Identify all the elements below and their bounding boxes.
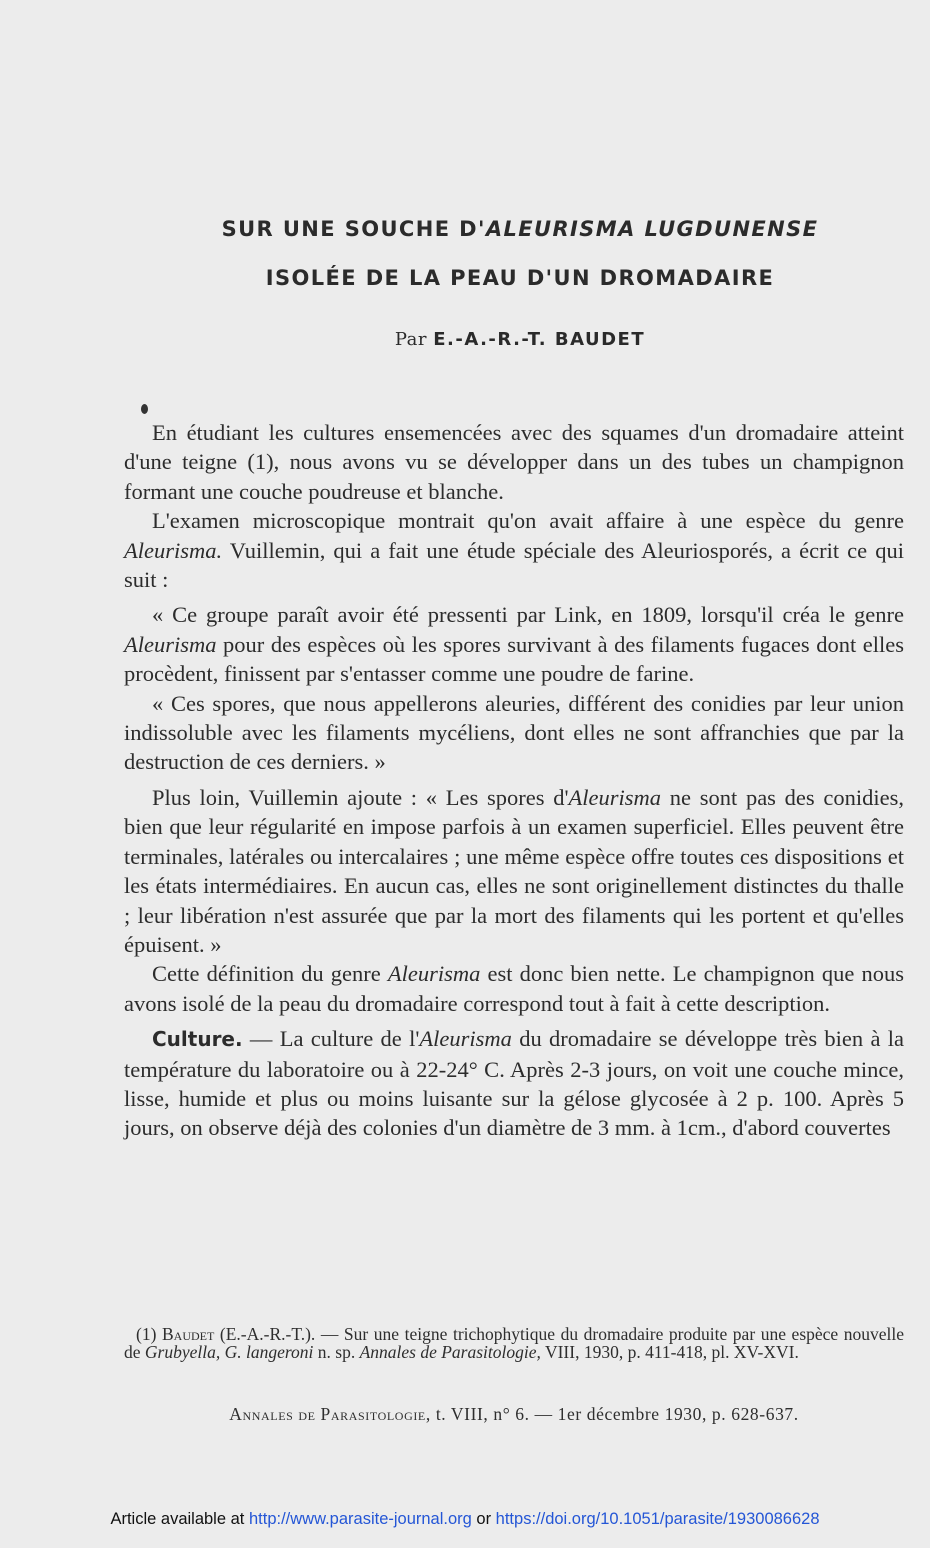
availability-prefix: Article available at <box>110 1510 249 1528</box>
footnote-journal: Annales de Parasitologie, <box>359 1342 541 1362</box>
paragraph-3-text-b: pour des espèces où les spores survivant à des filaments fugaces dont elles procèdent, finissent par s'entasser comme une poudre de farine. <box>124 631 904 687</box>
ink-mark <box>141 404 148 414</box>
footnote-species: Grubyella, G. langeroni <box>144 1342 314 1362</box>
paragraph-6 <box>124 959 904 1018</box>
footnote-text-a: (E.-A.-R.-T.). — Sur une teigne trichophytique du dromadaire produite par une espèce nouvelle de <box>124 1324 905 1362</box>
journal-issue: t. VIII, n° 6. — 1er décembre 1930, p. 628-637. <box>430 1404 799 1424</box>
journal-name: Annales de Parasitologie, <box>229 1404 431 1424</box>
paragraph-4: « Ces spores, que nous appellerons aleuries, différent des conidies par leur union indissoluble avec les filaments mycéliens, dont elles ne sont affranchies que par la destruction de ces derniers. » <box>124 690 904 775</box>
title-species: ALEURISMA LUGDUNENSE <box>485 217 819 241</box>
paragraph-2-text-b: Vuillemin, qui a fait une étude spéciale des Aleuriosporés, a écrit ce qui suit : <box>124 537 904 593</box>
doi-link[interactable]: https://doi.org/10.1051/parasite/1930086628 <box>495 1510 820 1528</box>
footnote-text-c: VIII, 1930, p. 411-418, pl. XV-XVI. <box>540 1342 799 1362</box>
journal-site-link[interactable]: http://www.parasite-journal.org <box>248 1510 472 1528</box>
title-line-2: ISOLÉE DE LA PEAU D'UN DROMADAIRE <box>265 266 775 290</box>
paragraph-3-text-a: « Ce groupe paraît avoir été pressenti par Link, en 1809, lorsqu'il créa le genre <box>152 602 904 628</box>
paragraph-6-genus: Aleurisma <box>387 961 481 987</box>
availability-or: or <box>471 1510 496 1528</box>
paragraph-2-genus: Aleurisma. <box>124 537 223 563</box>
journal-citation <box>124 1404 904 1425</box>
section-heading-culture: Culture. <box>152 1027 243 1052</box>
paragraph-3 <box>124 600 904 688</box>
title-line-1 <box>0 217 930 241</box>
paragraph-7-text-a: — La culture de l' <box>242 1026 420 1052</box>
paragraph-7 <box>124 1024 904 1143</box>
footnote <box>124 1325 904 1361</box>
author-name: E.-A.-R.-T. BAUDET <box>433 329 646 350</box>
paragraph-2-text-a: L'examen microscopique montrait qu'on avait affaire à une espèce du genre <box>152 508 904 534</box>
paragraph-5 <box>124 783 904 959</box>
byline <box>0 329 930 350</box>
footnote-1 <box>124 1325 904 1361</box>
availability-notice <box>0 1510 930 1529</box>
footnote-text-b: n. sp. <box>313 1342 360 1362</box>
paragraph-2 <box>124 506 904 594</box>
paragraph-7-text-b: du dromadaire se développe très bien à la température du laboratoire ou à 22-24° C. Après 2-3 jours, on voit une couche mince, lisse, humide et plus ou moins luisante sur la gélose glycosée à 2 p. 100. Après 5 jours, on observe déjà des colonies d'un diamètre de 3 mm. à 1cm., d'abord couvertes <box>124 1026 904 1141</box>
footnote-number: (1) <box>136 1324 162 1344</box>
paragraph-5-text-b: ne sont pas des conidies, bien que leur régularité en impose parfois à un examen superficiel. Elles peuvent être terminales, latérales ou intercalaires ; une même espèce offre toutes ces dispositions et les états intermédiaires. En aucun cas, elles ne sont originellement distinctes du thalle ; leur libération n'est assurée que par la mort des filaments qui les portent et qu'elles épuisent. » <box>124 784 904 957</box>
title-prefix: SUR UNE SOUCHE D' <box>221 217 486 241</box>
paragraph-5-genus: Aleurisma <box>568 784 661 810</box>
footnote-author: Baudet <box>161 1324 215 1344</box>
article-body <box>124 418 904 1143</box>
paragraph-6-text-b: est donc bien nette. Le champignon que nous avons isolé de la peau du dromadaire correspond tout à fait à cette description. <box>124 961 904 1016</box>
byline-par: Par <box>394 329 427 350</box>
paragraph-7-genus: Aleurisma <box>419 1026 512 1052</box>
paragraph-3-genus: Aleurisma <box>124 631 217 657</box>
paragraph-5-text-a: Plus loin, Vuillemin ajoute : « Les spores d' <box>152 784 569 810</box>
paragraph-1: En étudiant les cultures ensemencées avec des squames d'un dromadaire atteint d'une teigne (1), nous avons vu se développer dans un des tubes un champignon formant une couche poudreuse et blanche. <box>124 420 904 504</box>
paragraph-6-text-a: Cette définition du genre <box>152 961 388 987</box>
